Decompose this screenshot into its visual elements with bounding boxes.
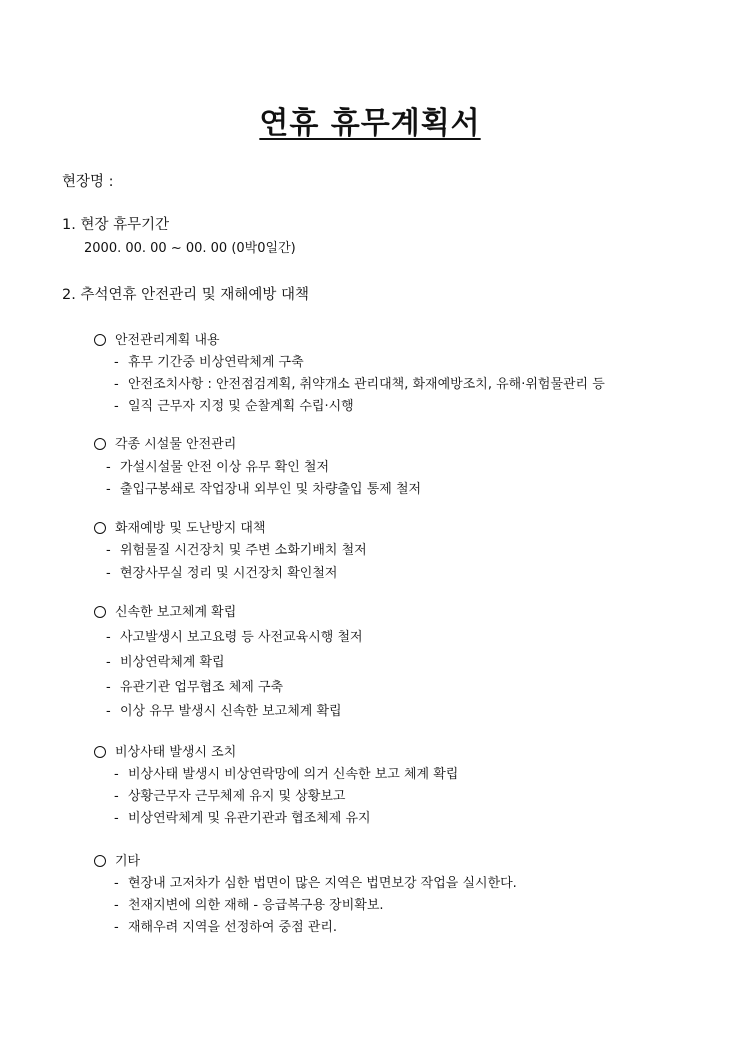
list-item: - 출입구봉쇄로 작업장내 외부인 및 차량출입 통제 철저: [106, 482, 422, 497]
list-item: - 가설시설물 안전 이상 유무 확인 철저: [106, 460, 330, 475]
list-item: - 비상연락체계 및 유관기관과 협조체제 유지: [114, 811, 371, 826]
list-item: - 천재지변에 의한 재해 - 응급복구용 장비확보.: [114, 898, 384, 913]
circle-bullet-icon: [94, 522, 106, 534]
circle-bullet-icon: [94, 855, 106, 867]
list-item: - 안전조치사항 : 안전점검계획, 취약개소 관리대책, 화재예방조치, 유해·위험물관리 등: [114, 377, 605, 392]
holiday-period: 2000. 00. 00 ~ 00. 00 (0박0일간): [84, 241, 296, 256]
circle-bullet-icon: [94, 746, 106, 758]
list-item: - 일직 근무자 지정 및 순찰계획 수립·시행: [114, 399, 354, 414]
group-heading: 각종 시설물 안전관리: [94, 437, 236, 453]
circle-bullet-icon: [94, 438, 106, 450]
list-item: - 휴무 기간중 비상연락체계 구축: [114, 355, 304, 370]
list-item: - 유관기관 업무협조 체제 구축: [106, 680, 284, 695]
group-heading: 신속한 보고체계 확립: [94, 605, 236, 621]
list-item: - 현장사무실 정리 및 시건장치 확인철저: [106, 566, 338, 581]
list-item: - 현장내 고저차가 심한 법면이 많은 지역은 법면보강 작업을 실시한다.: [114, 876, 517, 891]
site-name-label: 현장명 :: [62, 174, 114, 190]
list-item: - 사고발생시 보고요령 등 사전교육시행 철저: [106, 630, 363, 645]
group-heading: 기타: [94, 854, 140, 870]
group-heading: 안전관리계획 내용: [94, 333, 220, 349]
circle-bullet-icon: [94, 334, 106, 346]
section-2-heading: 2. 추석연휴 안전관리 및 재해예방 대책: [62, 287, 309, 303]
list-item: - 상황근무자 근무체제 유지 및 상황보고: [114, 789, 346, 804]
list-item: - 재해우려 지역을 선정하여 중점 관리.: [114, 920, 338, 935]
group-heading: 화재예방 및 도난방지 대책: [94, 521, 266, 537]
list-item: - 비상사태 발생시 비상연락망에 의거 신속한 보고 체계 확립: [114, 767, 459, 782]
list-item: - 이상 유무 발생시 신속한 보고체계 확립: [106, 704, 342, 719]
document-title: 연휴 휴무계획서: [259, 106, 481, 141]
circle-bullet-icon: [94, 606, 106, 618]
list-item: - 위험물질 시건장치 및 주변 소화기배치 철저: [106, 543, 367, 558]
section-1-heading: 1. 현장 휴무기간: [62, 217, 170, 233]
group-heading: 비상사태 발생시 조치: [94, 745, 236, 761]
list-item: - 비상연락체계 확립: [106, 655, 225, 670]
